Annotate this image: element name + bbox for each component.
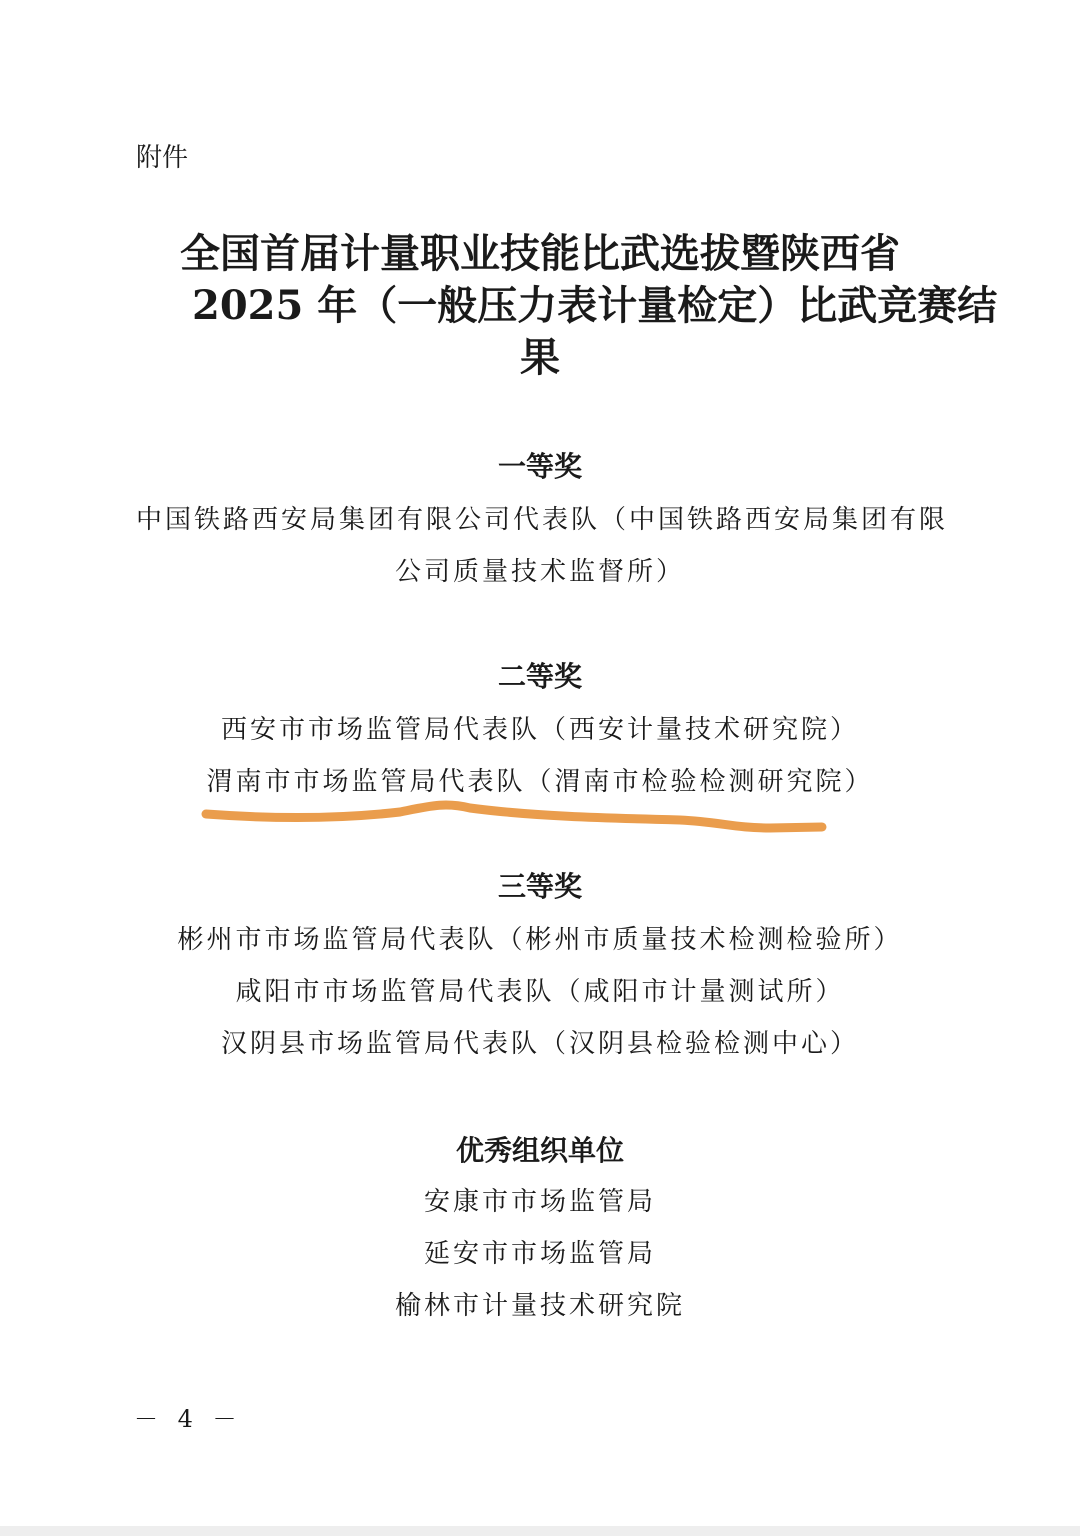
title-line-2: 2025 年（一般压力表计量检定）比武竞赛结 bbox=[192, 282, 998, 329]
attachment-label: 附件 bbox=[136, 143, 189, 173]
page-bottom-edge bbox=[0, 1526, 1080, 1536]
organizer-line-3: 榆林市计量技术研究院 bbox=[394, 1291, 685, 1321]
third-prize-line-2: 咸阳市市场监管局代表队（咸阳市计量测试所） bbox=[235, 977, 845, 1007]
second-prize-line-2: 渭南市市场监管局代表队（渭南市检验检测研究院） bbox=[206, 767, 874, 797]
first-prize-line-2: 公司质量技术监督所） bbox=[394, 557, 685, 587]
first-prize-heading: 一等奖 bbox=[497, 450, 582, 483]
highlight-stroke bbox=[206, 805, 822, 828]
third-prize-line-1: 彬州市市场监管局代表队（彬州市质量技术检测检验所） bbox=[177, 925, 903, 955]
organizer-line-1: 安康市市场监管局 bbox=[423, 1187, 656, 1217]
organizer-line-2: 延安市市场监管局 bbox=[423, 1239, 656, 1269]
third-prize-line-3: 汉阴县市场监管局代表队（汉阴县检验检测中心） bbox=[220, 1029, 859, 1059]
second-prize-heading: 二等奖 bbox=[497, 660, 582, 693]
second-prize-line-1: 西安市市场监管局代表队（西安计量技术研究院） bbox=[220, 715, 859, 745]
third-prize-heading: 三等奖 bbox=[497, 870, 582, 903]
title-line-3: 果 bbox=[520, 334, 560, 381]
page-number: － 4 － bbox=[134, 1405, 243, 1433]
title-line-1: 全国首届计量职业技能比武选拔暨陕西省 bbox=[180, 230, 900, 277]
first-prize-line-1: 中国铁路西安局集团有限公司代表队（中国铁路西安局集团有限 bbox=[136, 505, 949, 535]
organizer-heading: 优秀组织单位 bbox=[455, 1134, 624, 1167]
